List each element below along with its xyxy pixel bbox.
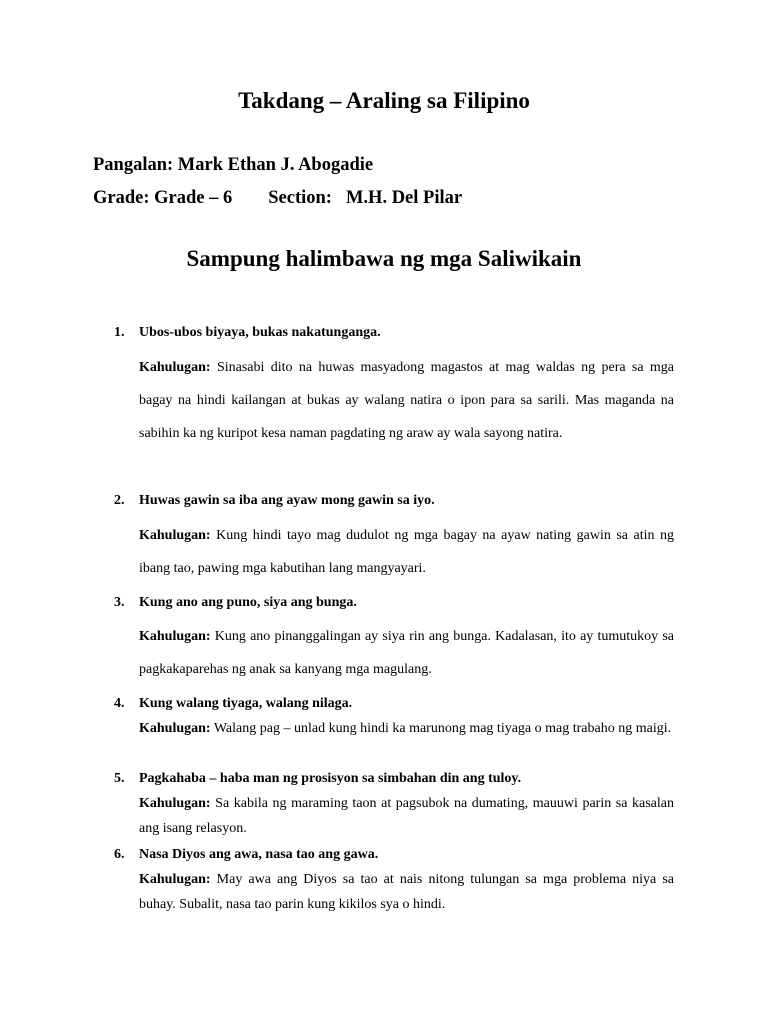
proverb-text: Ubos-ubos biyaya, bukas nakatunganga. (139, 325, 381, 340)
section-value: M.H. Del Pilar (345, 188, 463, 208)
item-number: 1. (114, 325, 125, 340)
meaning-label: Kahulugan: (139, 872, 211, 887)
meaning-body: Kung hindi tayo mag dudulot ng mga bagay na ayaw nating gawin sa atin ng ibang tao, pawing mga kabutihan lang mangyayari. (139, 528, 674, 576)
meaning-text (139, 620, 674, 686)
proverb-text: Pagkahaba – haba man ng prosisyon sa simbahan din ang tuloy. (139, 771, 522, 786)
grade-section-line (93, 188, 462, 209)
item-number: 5. (114, 771, 125, 786)
meaning-text (139, 351, 674, 450)
meaning-body: Sa kabila ng maraming taon at pagsubok na dumating, mauuwi parin sa kasalan ang isang relasyon. (139, 796, 674, 836)
student-name-line: Pangalan: Mark Ethan J. Abogadie (93, 155, 374, 175)
meaning-text (139, 716, 674, 741)
item-number: 4. (114, 696, 125, 711)
item-number: 2. (114, 493, 125, 508)
meaning-label: Kahulugan: (139, 721, 211, 736)
item-number: 3. (114, 595, 125, 610)
meaning-body: Walang pag – unlad kung hindi ka marunong mag tiyaga o mag trabaho ng maigi. (213, 721, 672, 736)
meaning-text (139, 791, 674, 841)
meaning-label: Kahulugan: (139, 796, 211, 811)
meaning-label: Kahulugan: (139, 629, 211, 644)
grade-label: Grade: Grade – 6 (93, 188, 233, 208)
item-number: 6. (114, 847, 125, 862)
meaning-body: Sinasabi dito na huwas masyadong magastos at mag waldas ng pera sa mga bagay na hindi kailangan at bukas ay walang natira o ipon para sa sarili. Mas maganda na sabihin ka ng kuripot kesa naman pagdating ng araw ay wala sayong natira. (139, 360, 675, 441)
proverb-text: Kung walang tiyaga, walang nilaga. (139, 696, 353, 711)
document-subtitle: Sampung halimbawa ng mga Saliwikain (186, 246, 582, 271)
meaning-body: May awa ang Diyos sa tao at nais nitong tulungan sa mga problema niya sa buhay. Subalit, nasa tao parin kung kikilos sya o hindi. (139, 872, 674, 912)
proverb-text: Nasa Diyos ang awa, nasa tao ang gawa. (139, 847, 379, 862)
section-label: Section: (268, 188, 332, 208)
proverb-text: Kung ano ang puno, siya ang bunga. (139, 595, 357, 610)
meaning-label: Kahulugan: (139, 528, 211, 543)
meaning-text (139, 519, 674, 585)
meaning-text (139, 867, 674, 917)
meaning-body: Kung ano pinanggalingan ay siya rin ang bunga. Kadalasan, ito ay tumutukoy sa pagkakaparehas ng anak sa kanyang mga magulang. (139, 629, 674, 677)
proverb-text: Huwas gawin sa iba ang ayaw mong gawin sa iyo. (139, 493, 435, 508)
meaning-label: Kahulugan: (139, 360, 211, 375)
document-title: Takdang – Araling sa Filipino (238, 88, 530, 113)
